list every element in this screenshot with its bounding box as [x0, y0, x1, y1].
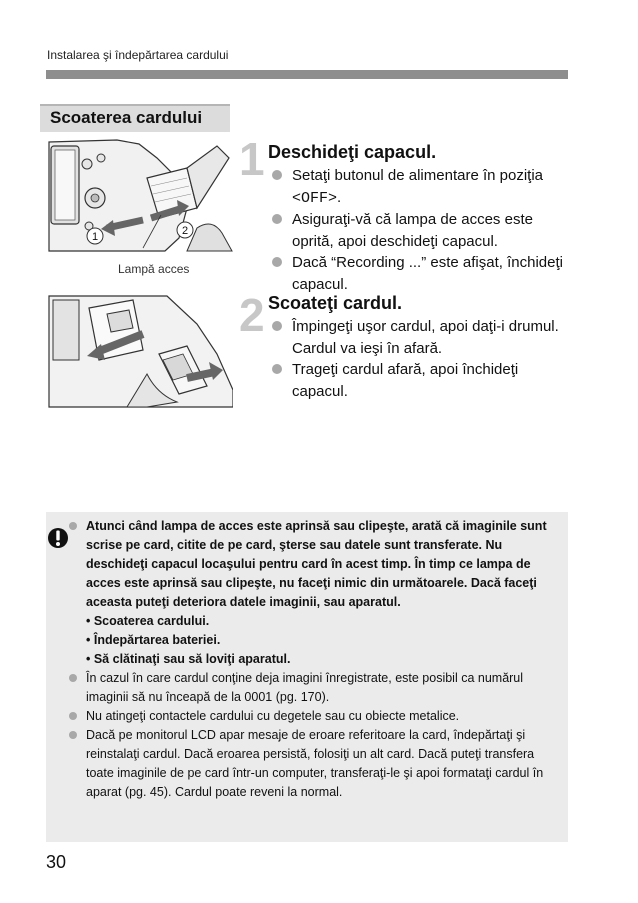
bullet-icon: [272, 170, 282, 180]
camera-cover-illustration: [47, 138, 233, 253]
list-item: [268, 209, 568, 252]
caution-sub-item: • Să clătinaţi sau să loviţi aparatul.: [86, 652, 291, 666]
step-title: Scoateţi cardul.: [268, 293, 403, 313]
figure-marker-1: 1: [91, 231, 99, 243]
access-lamp-label: Lampă acces: [118, 262, 190, 276]
list-item: [268, 316, 568, 359]
caution-note-text: Nu atingeţi contactele cardului cu degetele sau cu obiecte metalice.: [86, 709, 460, 723]
page-number: 30: [46, 852, 67, 872]
figure-marker-2: 2: [181, 225, 189, 237]
step-bullet-list: [268, 165, 568, 295]
bullet-text: .: [337, 188, 342, 206]
bullet-icon: [272, 364, 282, 374]
step-bullet-list: [268, 316, 568, 402]
bullet-icon: [69, 731, 77, 739]
section-title: Scoaterea cardului: [50, 108, 203, 127]
list-item: [268, 165, 568, 209]
bullet-icon: [272, 214, 282, 224]
bullet-text: Setaţi butonul de alimentare în poziţia: [292, 167, 543, 184]
header-rule: [46, 70, 568, 79]
bullet-icon: [272, 257, 282, 267]
caution-sub-item: • Îndepărtarea bateriei.: [86, 633, 221, 647]
list-item: [68, 669, 564, 707]
bullet-icon: [272, 321, 282, 331]
step-number: 2: [239, 289, 265, 341]
caution-list: [68, 517, 564, 802]
bullet-text: Trageţi cardul afară, apoi închideţi capacul.: [292, 361, 519, 400]
caution-note-text: Dacă pe monitorul LCD apar mesaje de eroare referitoare la card, îndepărtaţi şi reinstalaţi cardul. Dacă eroarea persistă, folosiţi un alt card. Dacă puteţi transfera toate imaginile de pe card într-un computer, transferaţi-le şi apoi formataţi cardul în aparat (pg. 45). Cardul poate reveni la normal.: [86, 728, 544, 799]
step-title: Deschideţi capacul.: [268, 142, 437, 162]
step-number: 1: [239, 133, 265, 185]
bullet-icon: [69, 674, 77, 682]
bullet-icon: [69, 522, 77, 530]
bullet-text: Împingeţi uşor cardul, apoi daţi-i drumul. Cardul va ieşi în afară.: [292, 318, 559, 357]
bullet-text: Dacă “Recording ...” este afişat, închideţi capacul.: [292, 254, 563, 293]
list-item: [68, 726, 564, 802]
running-header: Instalarea şi îndepărtarea cardului: [47, 48, 229, 62]
caution-sub-item: • Scoaterea cardului.: [86, 614, 210, 628]
list-item: [268, 359, 568, 402]
bullet-text: Asiguraţi-vă că lampa de acces este oprită, apoi deschideţi capacul.: [292, 211, 533, 250]
card-removal-illustration: [47, 294, 233, 409]
bullet-icon: [69, 712, 77, 720]
caution-warning-text: Atunci când lampa de acces este aprinsă sau clipeşte, arată că imaginile sunt scrise pe card, citite de pe card, şterse sau datele sunt transferate. Nu deschideţi capacul locaşului pentru card în acest timp. În timp ce lampa de acces este aprinsă sau clipeşte, nu faceţi nimic din următoarele. Dacă faceţi aceasta puteţi deteriora datele imaginii, sau aparatul.: [86, 519, 547, 609]
list-item: [68, 517, 564, 669]
caution-icon: [47, 527, 69, 549]
list-item: [68, 707, 564, 726]
list-item: [268, 252, 568, 295]
caution-note-text: În cazul în care cardul conţine deja imagini înregistrate, este posibil ca numărul imaginii să nu înceapă de la 0001 (pg. 170).: [86, 671, 524, 704]
off-position-label: <OFF>: [292, 189, 338, 207]
